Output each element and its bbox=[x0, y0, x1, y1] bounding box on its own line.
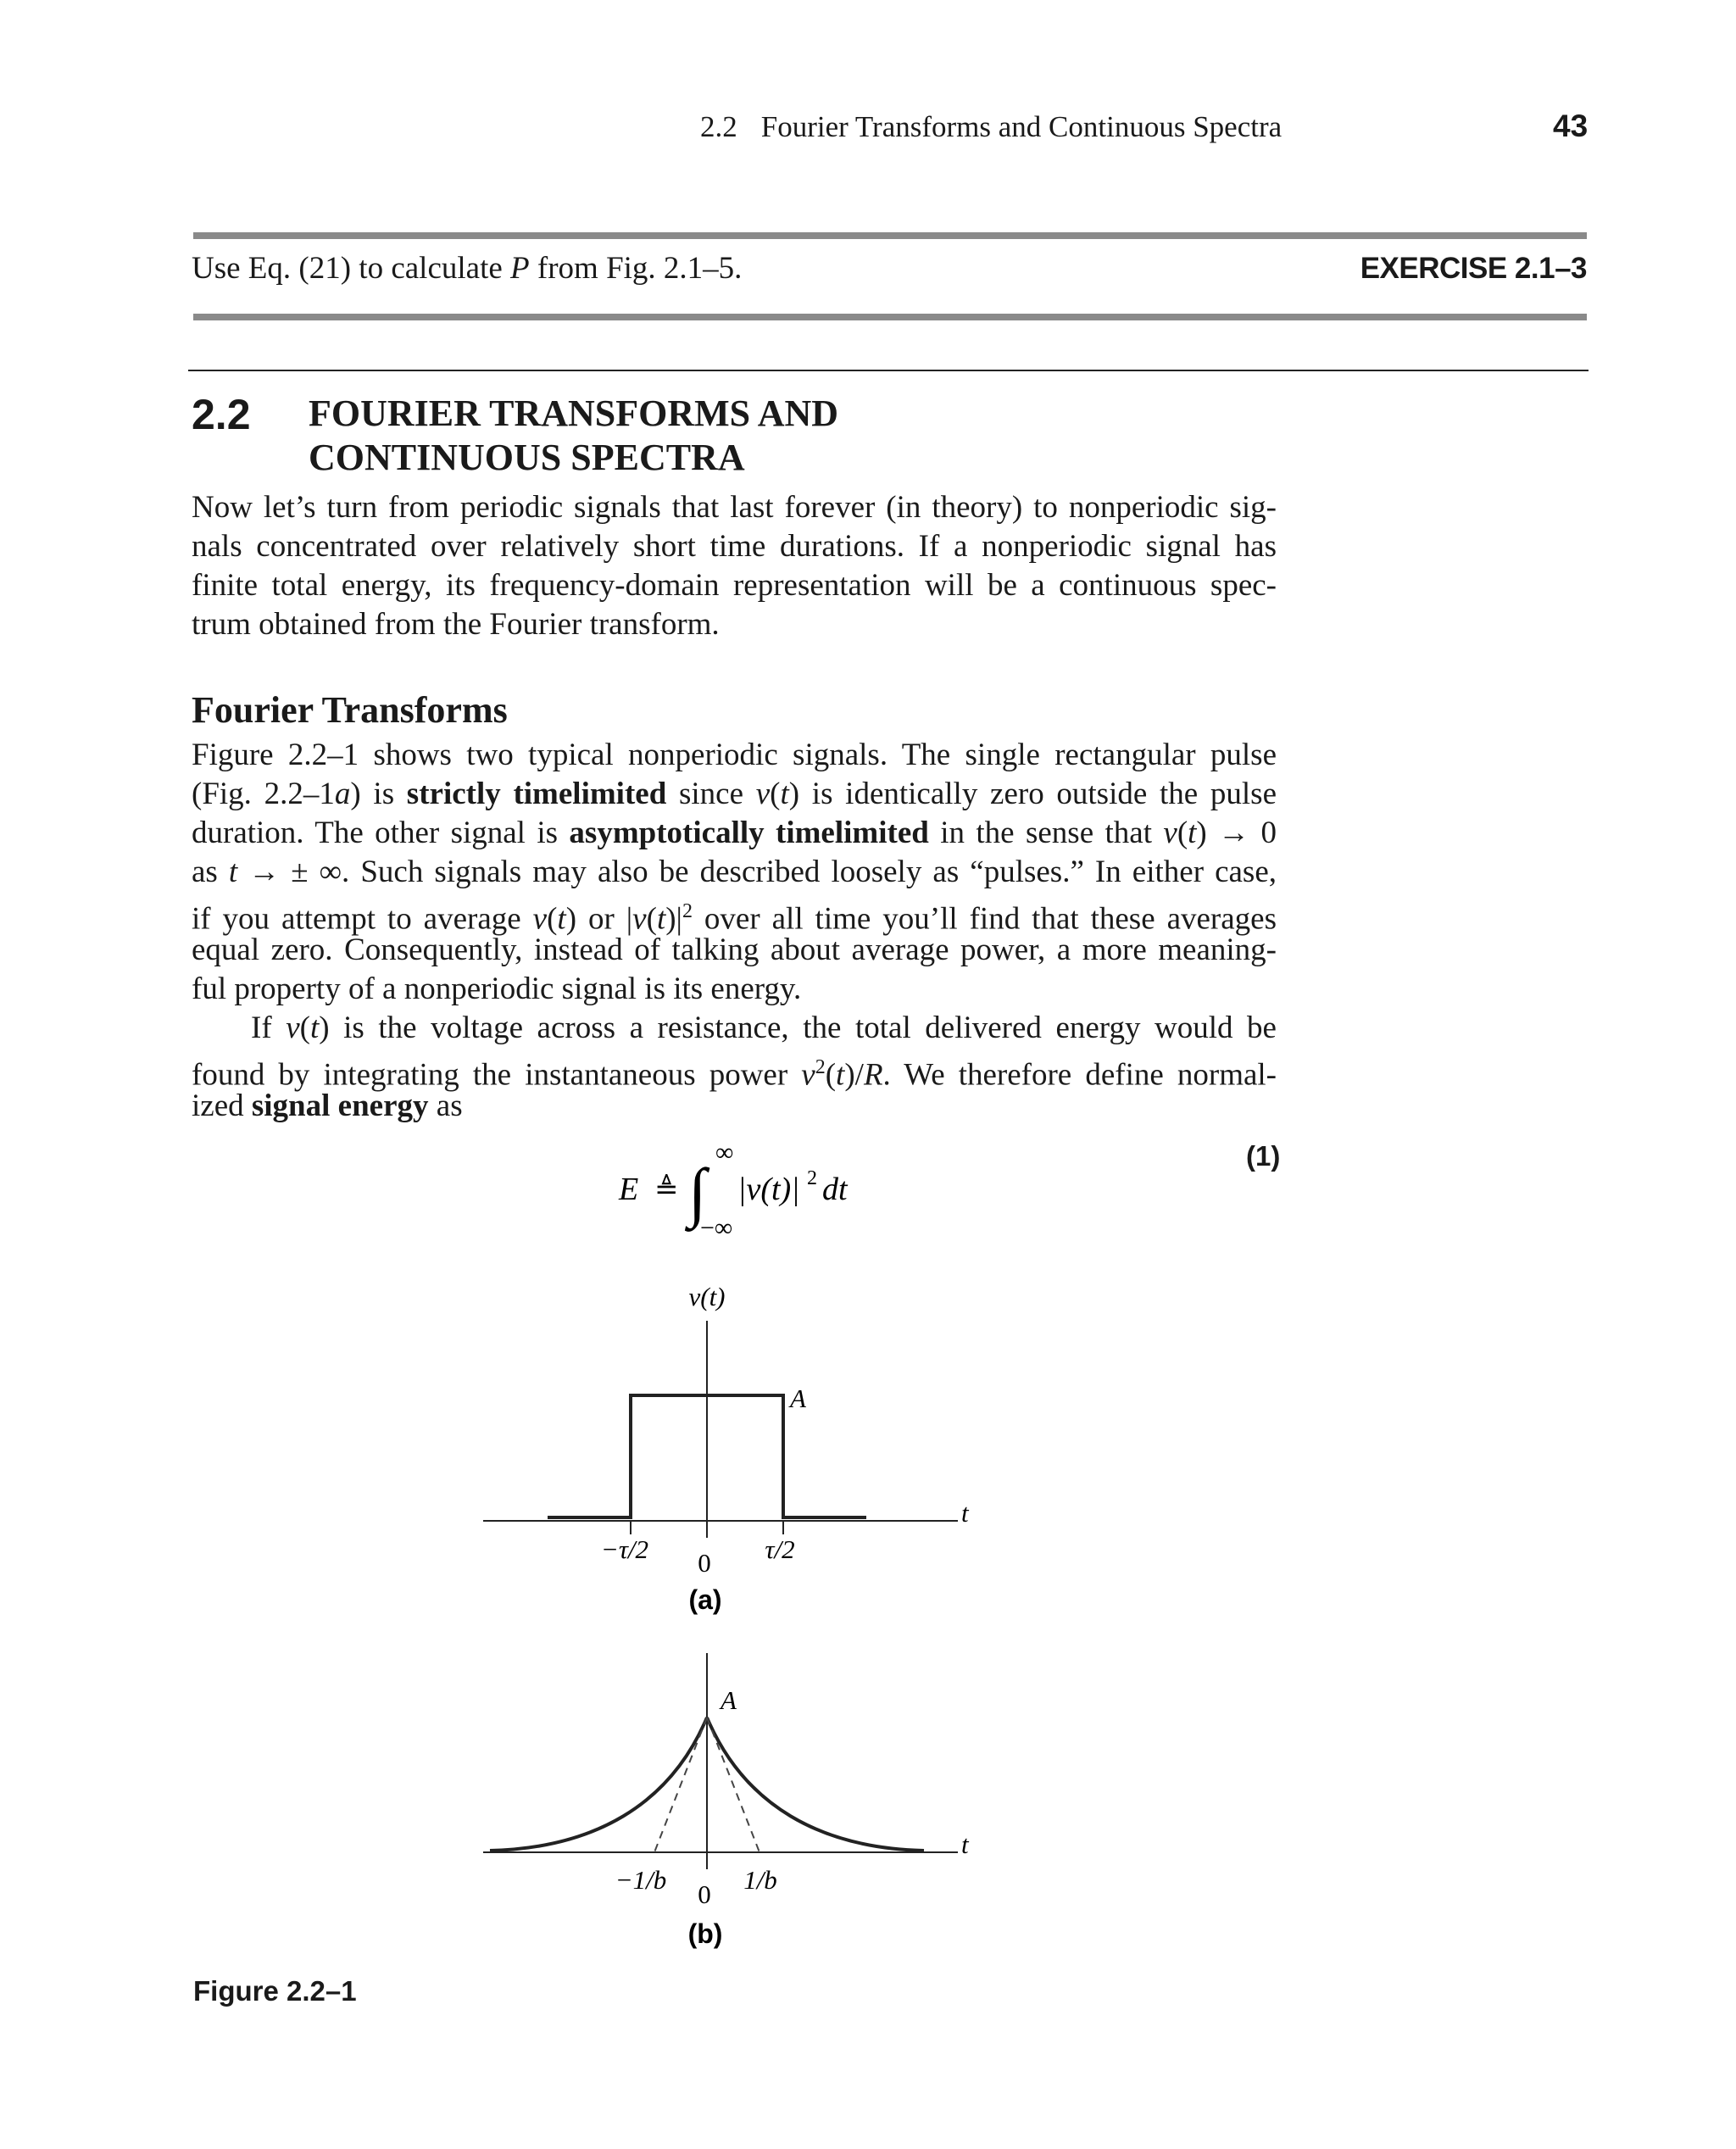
panel-a-tick-right: τ/2 bbox=[765, 1534, 795, 1564]
p2-line-3: ized signal energy as bbox=[192, 1088, 463, 1123]
panel-b-amplitude-label: A bbox=[721, 1685, 737, 1715]
p1-line-4: as t → ± ∞. Such signals may also be described loosely as “pulses.” In either case, bbox=[192, 855, 1277, 889]
running-header-section: 2.2 bbox=[700, 110, 737, 143]
section-number: 2.2 bbox=[192, 391, 251, 438]
subsection-title: Fourier Transforms bbox=[192, 689, 508, 731]
eq-defeq-symbol: ≜ bbox=[654, 1174, 679, 1205]
figure-caption: Figure 2.2–1 bbox=[193, 1975, 357, 2007]
eq-integrand: |v(t)| bbox=[737, 1172, 800, 1207]
section-title-line1: FOURIER TRANSFORMS AND bbox=[309, 392, 839, 434]
p2-line-1: If v(t) is the voltage across a resistance, the total delivered energy would be bbox=[251, 1010, 1277, 1045]
page-number: 43 bbox=[1553, 109, 1589, 143]
equation-number: (1) bbox=[1246, 1140, 1281, 1172]
eq-lower-limit: −∞ bbox=[700, 1214, 733, 1242]
eq-lhs: E bbox=[619, 1172, 639, 1207]
exercise-variable: P bbox=[510, 251, 530, 286]
panel-a-tick-left: −τ/2 bbox=[600, 1534, 649, 1564]
panel-a-tick-zero: 0 bbox=[698, 1548, 711, 1578]
panel-b-label: (b) bbox=[687, 1918, 723, 1949]
p1-line-5: if you attempt to average v(t) or $|v(t)|^2$ over all time you’ll find that these averages bbox=[192, 900, 1277, 937]
p2-line-2: found by integrating the instantaneous power $v^2(t)/R$. We therefore define normal- bbox=[192, 1056, 1277, 1093]
exercise-text-before: Use Eq. (21) to calculate bbox=[192, 251, 511, 286]
panel-b-x-label: t bbox=[961, 1829, 969, 1859]
intro-line-4: trum obtained from the Fourier transform. bbox=[192, 607, 720, 642]
term-signal-energy: signal energy bbox=[251, 1088, 429, 1123]
exercise-text-after: from Fig. 2.1–5. bbox=[529, 251, 743, 286]
intro-line-2: nals concentrated over relatively short time durations. If a nonperiodic signal has bbox=[192, 529, 1277, 564]
exponential-left-branch bbox=[490, 1718, 707, 1851]
p1-line-6: equal zero. Consequently, instead of talking about average power, a more meaning- bbox=[192, 933, 1277, 967]
figure-panel-a bbox=[483, 1282, 970, 1615]
panel-a-amplitude-label: A bbox=[790, 1383, 806, 1413]
p1-line-2: (Fig. 2.2–1a) is strictly timelimited since v(t) is identically zero outside the pulse bbox=[192, 777, 1277, 811]
panel-a-label: (a) bbox=[688, 1584, 722, 1615]
figure-panel-b bbox=[483, 1653, 970, 1949]
p1-line-1: Figure 2.2–1 shows two typical nonperiodic signals. The single rectangular pulse bbox=[192, 738, 1277, 772]
intro-line-1: Now let’s turn from periodic signals that last forever (in theory) to nonperiodic sig- bbox=[192, 490, 1277, 525]
p1-line-3: duration. The other signal is asymptotically timelimited in the sense that v(t) → 0 bbox=[192, 816, 1277, 850]
term-asymptotically-timelimited: asymptotically timelimited bbox=[569, 816, 929, 850]
eq-power: 2 bbox=[807, 1167, 817, 1189]
intro-line-3: finite total energy, its frequency-domain representation will be a continuous spec- bbox=[192, 568, 1277, 603]
panel-a-y-label: v(t) bbox=[688, 1282, 726, 1311]
panel-b-tick-right: 1/b bbox=[743, 1865, 777, 1895]
equation-1 bbox=[618, 1139, 849, 1242]
eq-integral-sign: ∫ bbox=[688, 1155, 707, 1228]
exercise-label: EXERCISE 2.1–3 bbox=[1360, 252, 1587, 285]
panel-a-x-label: t bbox=[961, 1498, 969, 1528]
running-header-title: Fourier Transforms and Continuous Spectra bbox=[760, 110, 1283, 143]
term-strictly-timelimited: strictly timelimited bbox=[406, 777, 667, 811]
eq-differential: dt bbox=[822, 1172, 848, 1207]
exponential-right-branch bbox=[707, 1718, 924, 1851]
section-title-line2: CONTINUOUS SPECTRA bbox=[309, 437, 745, 478]
p1-line-7: ful property of a nonperiodic signal is its energy. bbox=[192, 972, 802, 1006]
eq-upper-limit: ∞ bbox=[715, 1139, 734, 1166]
panel-b-tick-zero: 0 bbox=[698, 1879, 711, 1909]
panel-b-tick-left: −1/b bbox=[615, 1865, 667, 1895]
